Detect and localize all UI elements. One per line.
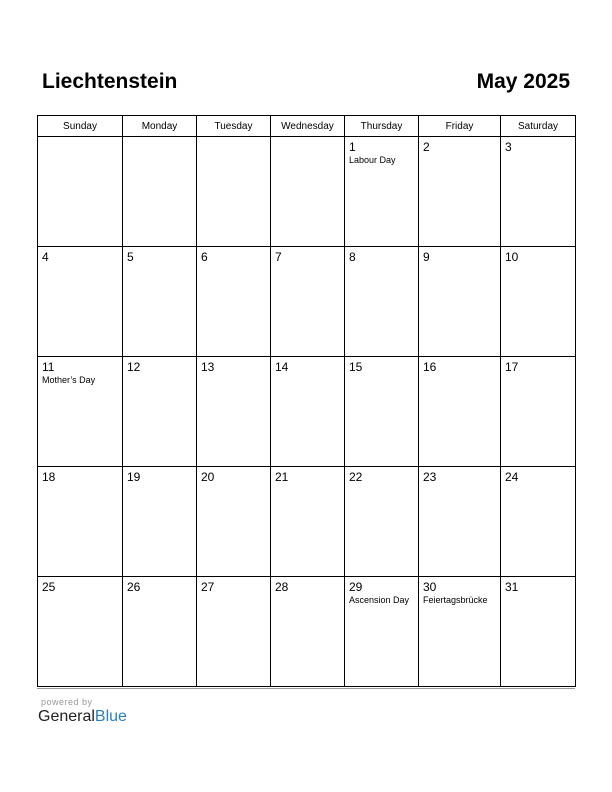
day-cell — [501, 137, 576, 247]
day-cell — [501, 247, 576, 357]
day-number: 25 — [42, 580, 56, 594]
day-number: 1 — [349, 140, 356, 154]
logo-general-text: General — [38, 708, 95, 725]
day-number: 30 — [423, 580, 437, 594]
weekday-tuesday: Tuesday — [197, 116, 271, 137]
week-row — [38, 247, 576, 357]
day-cell — [38, 137, 123, 247]
weekday-monday: Monday — [123, 116, 197, 137]
day-cell — [271, 467, 345, 577]
month-year-title: May 2025 — [476, 70, 570, 93]
day-cell — [197, 137, 271, 247]
day-number: 29 — [349, 580, 363, 594]
day-number: 7 — [275, 250, 282, 264]
country-title: Liechtenstein — [42, 70, 178, 93]
day-number: 13 — [201, 360, 215, 374]
day-cell — [38, 467, 123, 577]
day-number: 28 — [275, 580, 289, 594]
holiday-label: Mother’s Day — [42, 375, 96, 385]
day-number: 22 — [349, 470, 363, 484]
day-cell — [345, 247, 419, 357]
day-cell — [38, 357, 123, 467]
day-number: 8 — [349, 250, 356, 264]
logo-blue-text: Blue — [94, 708, 127, 725]
day-cell — [419, 467, 501, 577]
day-number — [271, 137, 344, 140]
weekday-sunday: Sunday — [38, 116, 123, 137]
day-number: 24 — [505, 470, 519, 484]
day-number: 11 — [42, 360, 55, 374]
week-row — [38, 357, 576, 467]
day-number — [123, 137, 196, 140]
day-cell — [501, 577, 576, 687]
week-row — [38, 577, 576, 687]
day-number: 6 — [201, 250, 208, 264]
day-number: 21 — [275, 470, 289, 484]
day-number: 14 — [275, 360, 289, 374]
weekday-header-row — [38, 116, 576, 137]
day-cell — [501, 467, 576, 577]
holiday-label: Labour Day — [349, 155, 396, 165]
day-number: 10 — [505, 250, 519, 264]
weekday-wednesday: Wednesday — [271, 116, 345, 137]
day-number: 15 — [349, 360, 363, 374]
day-number: 17 — [505, 360, 519, 374]
day-cell — [271, 137, 345, 247]
day-number: 31 — [505, 580, 519, 594]
day-cell — [123, 137, 197, 247]
weekday-thursday: Thursday — [345, 116, 419, 137]
day-number: 12 — [127, 360, 141, 374]
day-cell — [501, 357, 576, 467]
day-cell — [38, 577, 123, 687]
day-number: 4 — [42, 250, 49, 264]
day-number: 5 — [127, 250, 134, 264]
week-row — [38, 137, 576, 247]
day-cell — [345, 357, 419, 467]
day-cell — [271, 247, 345, 357]
day-number: 18 — [42, 470, 56, 484]
day-cell — [271, 577, 345, 687]
generalblue-logo — [38, 708, 127, 726]
day-cell — [419, 247, 501, 357]
holiday-label: Ascension Day — [349, 595, 410, 605]
week-row — [38, 467, 576, 577]
calendar-grid — [37, 115, 576, 687]
powered-by-text: powered by — [41, 697, 93, 707]
day-cell — [197, 467, 271, 577]
day-number: 2 — [423, 140, 430, 154]
day-cell — [345, 577, 419, 687]
footer-divider — [37, 688, 575, 689]
day-cell — [123, 577, 197, 687]
day-number — [38, 137, 122, 140]
day-cell — [271, 357, 345, 467]
day-number: 20 — [201, 470, 215, 484]
day-cell — [38, 247, 123, 357]
day-cell — [197, 247, 271, 357]
day-cell — [345, 467, 419, 577]
day-cell — [123, 467, 197, 577]
holiday-label: Feiertagsbrücke — [423, 595, 488, 605]
day-cell — [345, 137, 419, 247]
day-cell — [419, 357, 501, 467]
day-cell — [123, 357, 197, 467]
day-cell — [197, 357, 271, 467]
day-cell — [123, 247, 197, 357]
day-number: 19 — [127, 470, 141, 484]
day-cell — [419, 137, 501, 247]
day-number: 9 — [423, 250, 430, 264]
day-cell — [197, 577, 271, 687]
weekday-saturday: Saturday — [501, 116, 576, 137]
day-cell — [419, 577, 501, 687]
day-number: 27 — [201, 580, 215, 594]
day-number — [197, 137, 270, 140]
day-number: 16 — [423, 360, 437, 374]
day-number: 23 — [423, 470, 437, 484]
day-number: 3 — [505, 140, 512, 154]
weekday-friday: Friday — [419, 116, 501, 137]
day-number: 26 — [127, 580, 141, 594]
